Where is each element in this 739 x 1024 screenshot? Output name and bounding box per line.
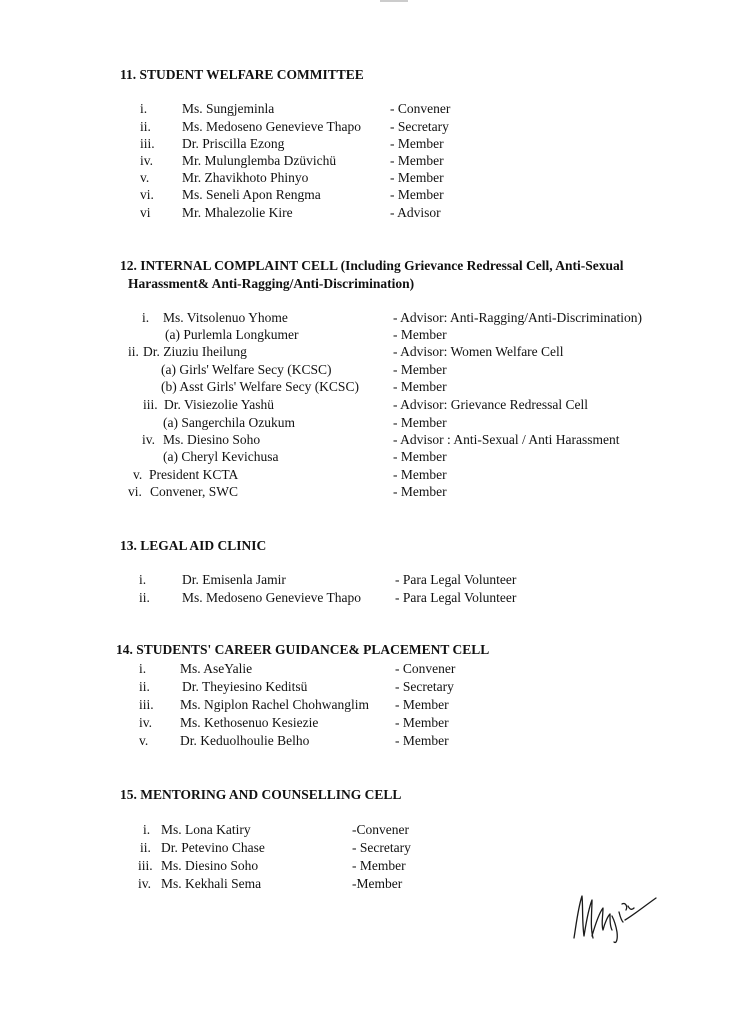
- member-name: Ms. Medoseno Genevieve Thapo: [182, 590, 361, 605]
- item-number: vi.: [128, 484, 142, 499]
- member-name: Ms. Kekhali Sema: [161, 876, 262, 891]
- item-number: v.: [140, 170, 150, 185]
- member-role: - Member: [390, 170, 444, 185]
- list-item: [0, 839, 739, 857]
- member-role: - Member: [390, 187, 444, 202]
- member-name: (a) Cheryl Kevichusa: [163, 449, 279, 464]
- member-role: - Member: [393, 449, 447, 464]
- item-number: iv.: [139, 715, 152, 730]
- list-item: [0, 152, 739, 170]
- item-number: iii.: [140, 136, 155, 151]
- member-role: - Convener: [395, 661, 456, 676]
- member-name: Dr. Visiezolie Yashü: [164, 397, 274, 412]
- item-number: i.: [142, 310, 150, 325]
- list-item: [0, 118, 739, 136]
- member-name: Mr. Zhavikhoto Phinyo: [182, 170, 309, 185]
- member-role: - Advisor: Women Welfare Cell: [393, 344, 564, 359]
- item-number: v.: [133, 467, 143, 482]
- list-item: [0, 414, 739, 432]
- member-role: - Member: [393, 362, 447, 377]
- list-item: [0, 589, 739, 607]
- member-name: Dr. Ziuziu Iheilung: [143, 344, 247, 359]
- member-name: Mr. Mhalezolie Kire: [182, 205, 293, 220]
- member-name: Ms. Sungjeminla: [182, 101, 275, 116]
- list-item: [0, 204, 739, 222]
- list-item: [0, 169, 739, 187]
- member-name: Dr. Theyiesino Keditsü: [182, 679, 308, 694]
- member-name: (a) Sangerchila Ozukum: [163, 415, 295, 430]
- list-item: [0, 821, 739, 839]
- member-name: Ms. Ngiplon Rachel Chohwanglim: [180, 697, 369, 712]
- member-name: Ms. AseYalie: [180, 661, 253, 676]
- member-role: - Member: [352, 858, 406, 873]
- item-number: i.: [143, 822, 151, 837]
- section-12-heading-continued: Harassment& Anti-Ragging/Anti-Discrimination): [128, 276, 415, 291]
- list-item: [0, 431, 739, 449]
- list-item: [0, 361, 739, 379]
- member-name: Ms. Seneli Apon Rengma: [182, 187, 321, 202]
- list-item: [0, 100, 739, 118]
- member-role: - Convener: [390, 101, 451, 116]
- member-name: (b) Asst Girls' Welfare Secy (KCSC): [161, 379, 359, 394]
- member-role: - Secretary: [352, 840, 411, 855]
- item-number: iii.: [143, 397, 158, 412]
- list-item: [0, 571, 739, 589]
- member-role: - Member: [393, 379, 447, 394]
- list-item: [0, 186, 739, 204]
- member-name: Mr. Mulunglemba Dzüvichü: [182, 153, 337, 168]
- item-number: ii.: [140, 840, 151, 855]
- item-number: v.: [139, 733, 149, 748]
- list-item: [0, 678, 739, 696]
- member-role: -Member: [352, 876, 403, 891]
- member-role: - Member: [390, 153, 444, 168]
- member-role: - Member: [393, 415, 447, 430]
- list-item: [0, 309, 739, 327]
- list-item: [0, 466, 739, 484]
- item-number: iv.: [138, 876, 151, 891]
- list-item: [0, 732, 739, 750]
- member-name: Convener, SWC: [150, 484, 238, 499]
- section-12-heading: 12. INTERNAL COMPLAINT CELL (Including Grievance Redressal Cell, Anti-Sexual: [120, 258, 624, 273]
- section-13-heading: 13. LEGAL AID CLINIC: [120, 538, 267, 553]
- item-number: ii.: [139, 590, 150, 605]
- list-item: [0, 448, 739, 466]
- list-item: [0, 343, 739, 361]
- member-role: -Convener: [352, 822, 409, 837]
- member-role: - Advisor: Grievance Redressal Cell: [393, 397, 588, 412]
- member-name: Ms. Lona Katiry: [161, 822, 251, 837]
- member-name: Ms. Kethosenuo Kesiezie: [180, 715, 319, 730]
- member-name: Dr. Emisenla Jamir: [182, 572, 286, 587]
- list-item: [0, 660, 739, 678]
- item-number: ii.: [140, 119, 151, 134]
- member-role: - Advisor: Anti-Ragging/Anti-Discrimination): [393, 310, 642, 325]
- section-14-heading: 14. STUDENTS' CAREER GUIDANCE& PLACEMENT CELL: [116, 642, 490, 657]
- member-role: - Member: [393, 467, 447, 482]
- member-role: - Member: [395, 697, 449, 712]
- member-name: (a) Purlemla Longkumer: [165, 327, 299, 342]
- list-item: [0, 857, 739, 875]
- item-number: i.: [139, 572, 147, 587]
- member-role: - Member: [390, 136, 444, 151]
- member-name: Dr. Keduolhoulie Belho: [180, 733, 310, 748]
- list-item: [0, 326, 739, 344]
- section-11-heading: 11. STUDENT WELFARE COMMITTEE: [120, 67, 364, 82]
- member-name: President KCTA: [149, 467, 239, 482]
- member-name: Ms. Vitsolenuo Yhome: [163, 310, 288, 325]
- list-item: [0, 378, 739, 396]
- member-role: - Member: [393, 327, 447, 342]
- member-role: - Member: [395, 715, 449, 730]
- scan-mark: [380, 0, 408, 2]
- member-role: - Para Legal Volunteer: [395, 572, 517, 587]
- list-item: [0, 483, 739, 501]
- member-role: - Secretary: [395, 679, 454, 694]
- item-number: ii.: [139, 679, 150, 694]
- item-number: iii.: [139, 697, 154, 712]
- item-number: vi: [140, 205, 151, 220]
- member-name: Ms. Medoseno Genevieve Thapo: [182, 119, 361, 134]
- member-role: - Member: [393, 484, 447, 499]
- section-15-heading: 15. MENTORING AND COUNSELLING CELL: [120, 787, 402, 802]
- member-role: - Advisor: [390, 205, 441, 220]
- list-item: [0, 714, 739, 732]
- member-name: Ms. Diesino Soho: [163, 432, 261, 447]
- member-name: Dr. Priscilla Ezong: [182, 136, 285, 151]
- item-number: i.: [139, 661, 147, 676]
- member-name: Dr. Petevino Chase: [161, 840, 265, 855]
- item-number: iv.: [142, 432, 155, 447]
- member-name: Ms. Diesino Soho: [161, 858, 259, 873]
- list-item: [0, 696, 739, 714]
- handwritten-signature-icon: [570, 886, 660, 946]
- list-item: [0, 135, 739, 153]
- item-number: i.: [140, 101, 148, 116]
- member-name: (a) Girls' Welfare Secy (KCSC): [161, 362, 332, 377]
- member-role: - Para Legal Volunteer: [395, 590, 517, 605]
- member-role: - Advisor : Anti-Sexual / Anti Harassment: [393, 432, 620, 447]
- item-number: ii.: [128, 344, 139, 359]
- item-number: iii.: [138, 858, 153, 873]
- list-item: [0, 396, 739, 414]
- item-number: vi.: [140, 187, 154, 202]
- member-role: - Secretary: [390, 119, 449, 134]
- member-role: - Member: [395, 733, 449, 748]
- item-number: iv.: [140, 153, 153, 168]
